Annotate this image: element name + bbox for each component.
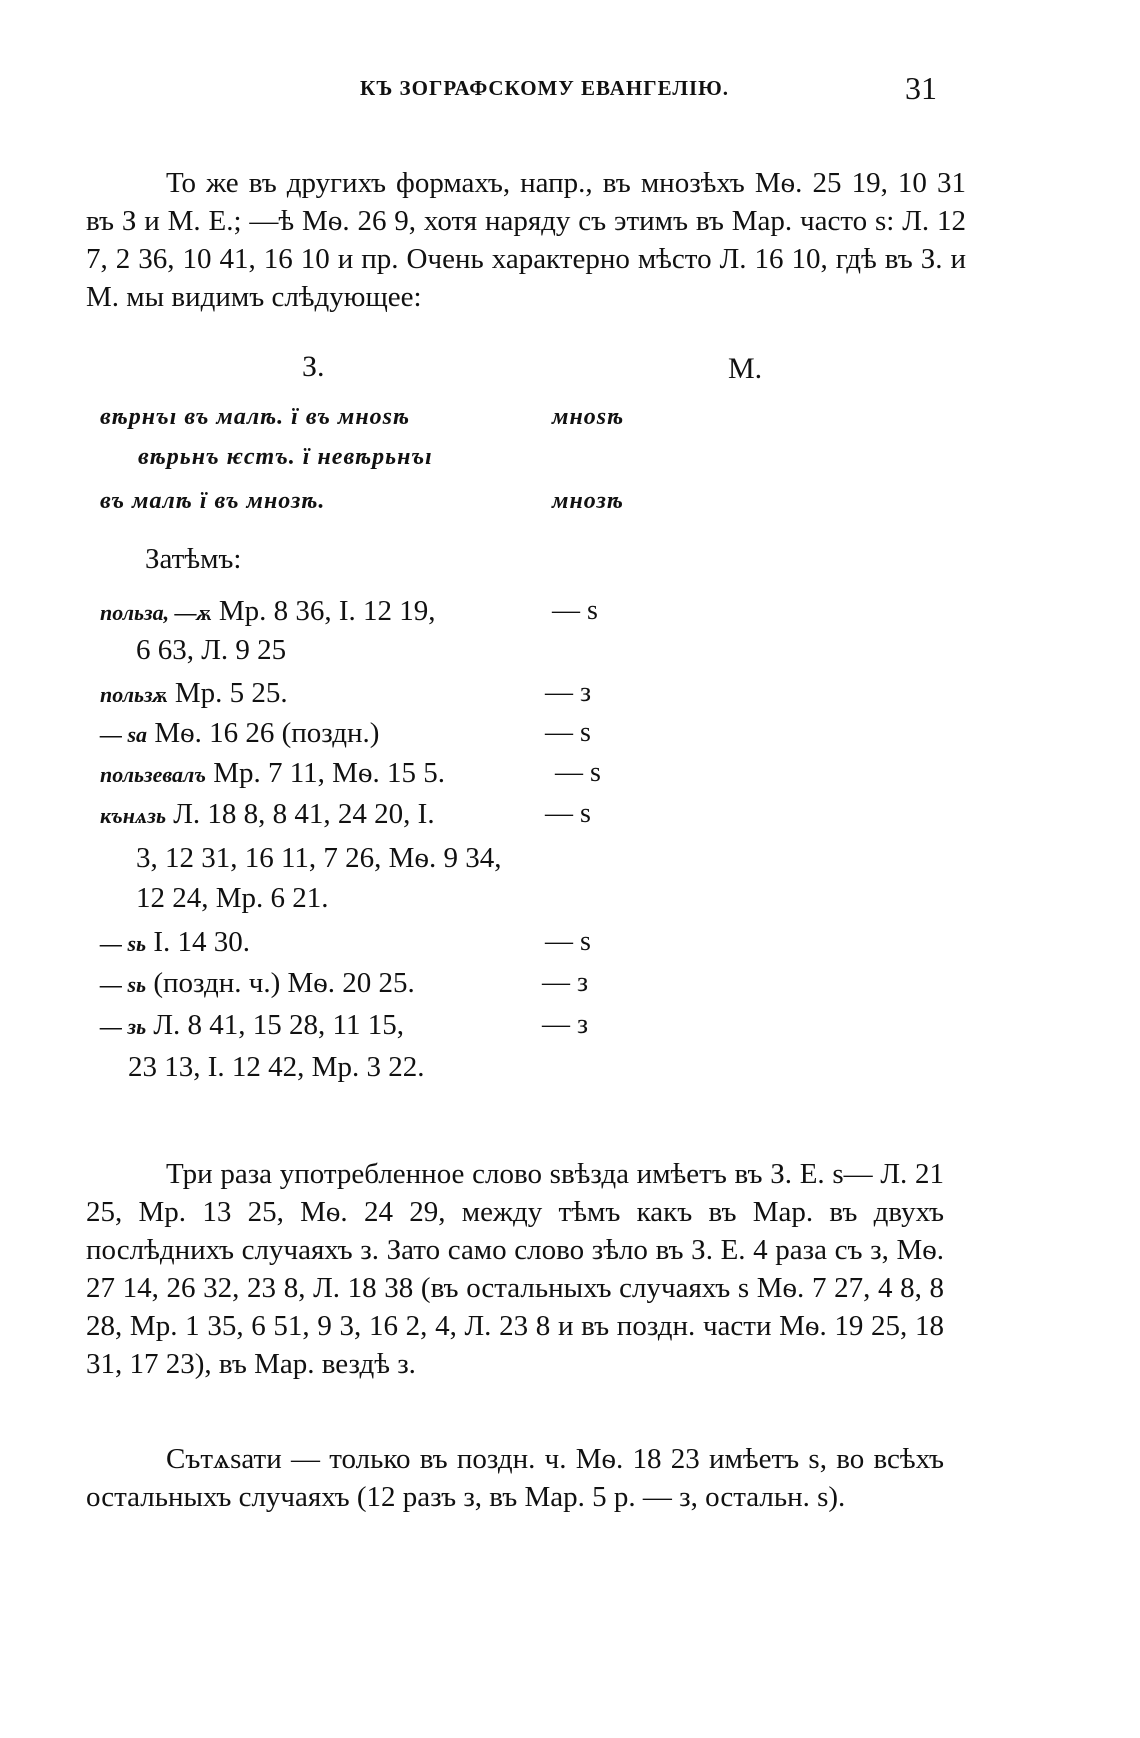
entry-references: Мр. 8 36, I. 12 19, [218,595,436,627]
entry-line [136,633,286,667]
verse-line-marian: мнозѣ [552,488,624,514]
entry-references: Мѳ. 16 26 (поздн.) [154,717,380,749]
entry-references: Л. 18 8, 8 41, 24 20, I. [173,798,435,830]
entry-lemma: пользевалъ [100,762,206,787]
verse-line-zograf: въ малѣ ї въ мнозѣ. [100,488,326,514]
entry-marian-form: — ѕ [555,757,601,788]
entry-lemma: кънѧзь [100,803,167,828]
entry-lemma: польза, —ѫ [100,600,212,625]
entry-references: I. 14 30. [153,926,251,958]
entry-line [100,925,250,961]
verse-line-zograf: вѣрнъı въ малѣ. ї въ мноѕѣ [100,404,411,430]
entry-line [136,881,329,915]
column-head-marian: М. [728,352,763,385]
entry-line [128,1050,424,1084]
entry-line [100,1008,404,1044]
verse-line-zograf: вѣрьнъ ѥстъ. ї невѣрьнъı [138,444,433,470]
entry-marian-form: — ѕ [545,798,591,829]
entry-marian-form: — з [542,1009,589,1040]
paragraph-two: Три раза употребленное слово ѕвѣзда имѣетъ въ З. Е. ѕ— Л. 21 25, Мр. 13 25, Мѳ. 24 29, между тѣмъ какъ въ Мар. въ двухъ послѣднихъ случаяхъ з. Зато само слово зѣло въ З. Е. 4 раза съ з, Мѳ. 27 14, 26 32, 23 8, Л. 18 38 (въ остальныхъ случаяхъ ѕ Мѳ. 7 27, 4 8, 8 28, Мр. 1 35, 6 51, 9 3, 16 2, 4, Л. 23 8 и въ поздн. части Мѳ. 19 25, 18 31, 17 23), въ Мар. вездѣ з. [86,1158,944,1380]
entry-references: 23 13, I. 12 42, Мр. 3 22. [128,1051,425,1083]
page-number: 31 [905,70,937,106]
entry-lemma: пользѫ [100,682,168,707]
entry-lemma: — ѕь [100,931,147,956]
column-head-zograf: З. [302,350,325,383]
entry-line [100,676,288,712]
entry-line [100,716,379,752]
entry-line [100,756,445,792]
verse-line-marian: мноѕѣ [552,404,625,430]
entry-marian-form: — ѕ [545,717,591,748]
entry-references: 6 63, Л. 9 25 [136,634,287,666]
entry-references: Мр. 7 11, Мѳ. 15 5. [213,757,445,789]
entry-line [100,797,435,833]
entry-references: (поздн. ч.) Мѳ. 20 25. [153,967,415,999]
entry-references: 3, 12 31, 16 11, 7 26, Мѳ. 9 34, [136,842,502,874]
entry-line [100,594,436,630]
entry-lemma: — зь [100,1014,147,1039]
entry-marian-form: — ѕ [552,595,598,626]
entry-references: 12 24, Мр. 6 21. [136,882,329,914]
entry-marian-form: — з [545,677,592,708]
entry-lemma: — ѕа [100,722,148,747]
entry-lemma: — ѕь [100,972,147,997]
then-label: Затѣмъ: [145,543,242,575]
entry-references: Мр. 5 25. [174,677,288,709]
entry-line [136,841,501,875]
running-header: КЪ ЗОГРАФСКОМУ ЕВАНГЕЛІЮ. [360,76,730,100]
entry-line [100,966,415,1002]
entry-references: Л. 8 41, 15 28, 11 15, [153,1009,404,1041]
entry-marian-form: — ѕ [545,926,591,957]
entry-marian-form: — з [542,967,589,998]
intro-paragraph: То же въ другихъ формахъ, напр., въ мнозѣхъ Мѳ. 25 19, 10 31 въ З и М. Е.; —ѣ Мѳ. 26 9, хотя наряду съ этимъ въ Мар. часто ѕ: Л. 12 7, 2 36, 10 41, 16 10 и пр. Очень характерно мѣсто Л. 16 10, гдѣ въ З. и М. мы видимъ слѣдующее: [86,167,966,313]
paragraph-three: Сътѧѕати — только въ поздн. ч. Мѳ. 18 23 имѣетъ ѕ, во всѣхъ остальныхъ случаяхъ (12 разъ з, въ Мар. 5 р. — з, остальн. ѕ). [86,1443,944,1513]
